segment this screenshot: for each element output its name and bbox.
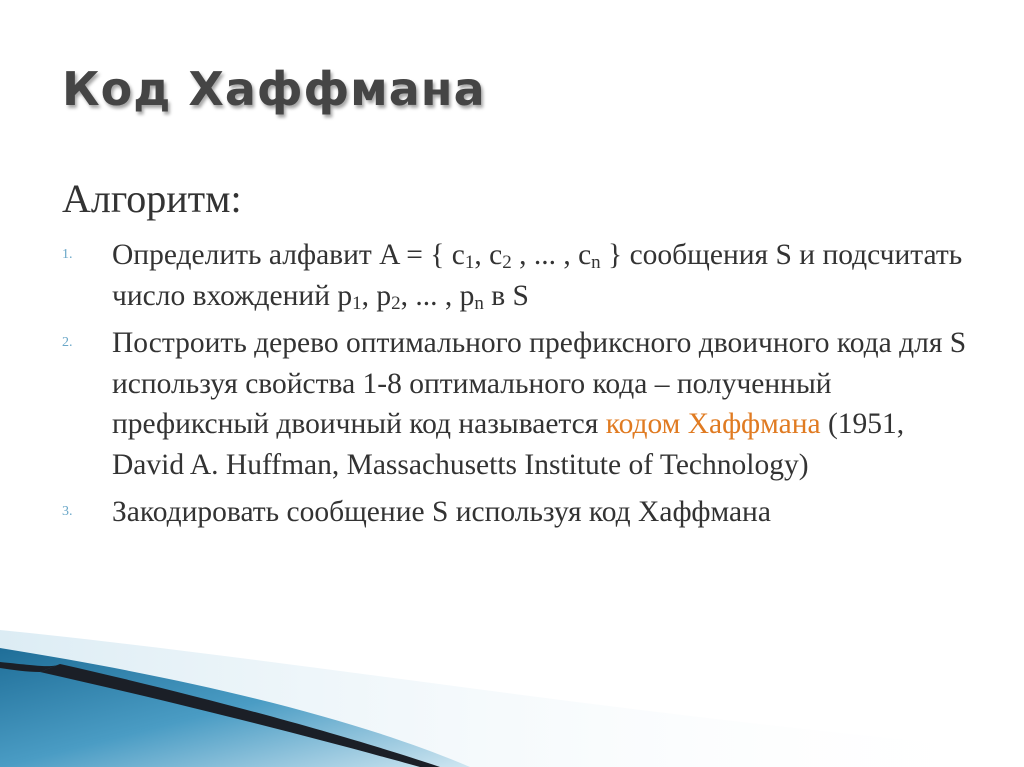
algorithm-heading: Алгоритм: <box>62 176 242 221</box>
step-text-part: Определить алфавит A = { c <box>112 239 465 271</box>
subscript: 2 <box>502 252 512 273</box>
highlighted-term: кодом Хаффмана <box>605 408 821 440</box>
step-number: 2. <box>62 335 73 350</box>
slide-title: Код Хаффмана <box>62 62 486 116</box>
step-text: Закодировать сообщение S используя код Хаффмана <box>112 496 771 528</box>
step-text-part: } сообщения S и подсчитать число вхождений p <box>112 239 963 312</box>
subscript: n <box>591 252 601 273</box>
step-text-part: , c <box>474 239 503 271</box>
subscript: 1 <box>352 292 362 314</box>
step-text-part: в S <box>483 279 529 312</box>
step-text-part: , p <box>361 279 392 312</box>
step-text <box>112 235 972 316</box>
step-number: 3. <box>62 504 73 519</box>
list-item-step-3 <box>0 492 1024 533</box>
step-number: 1. <box>62 247 73 262</box>
step-text-part: (1951, David A. Huffman, Massachusetts Institute of Technology) <box>112 408 905 481</box>
list-item-step-2 <box>0 323 1024 485</box>
decorative-wave <box>0 600 1024 767</box>
step-text <box>112 323 972 485</box>
step-text-part: , ... , c <box>511 239 592 271</box>
steps-list <box>0 235 1024 540</box>
step-text-part: , ... , p <box>400 279 475 312</box>
subscript: n <box>474 292 484 314</box>
subscript: 1 <box>464 252 475 273</box>
step-text-part: Построить дерево оптимального префиксного двоичного кода для S используя свойства 1-8 оптимального кода – полученный префиксный двоичный код называется <box>112 327 967 440</box>
subscript: 2 <box>391 292 401 314</box>
list-item-step-1 <box>0 235 1024 316</box>
